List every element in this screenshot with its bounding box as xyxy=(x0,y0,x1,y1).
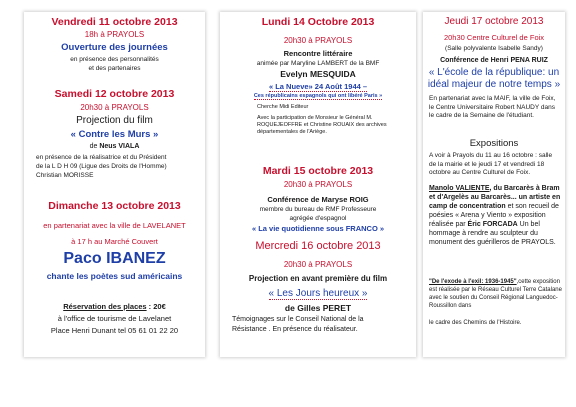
event-title: Conférence de Maryse ROIG xyxy=(267,195,369,204)
panel-left xyxy=(24,12,205,357)
event-time: 20h30 Centre Culturel de Foix xyxy=(443,33,545,42)
event-note: départementales de l'Ariège. xyxy=(257,129,327,135)
exhibition-valiente: Manolo VALIENTE, du Barcarès à Bram et d'Argelès au Barcarès... un artiste en camp de concentration et son recueil de poésies « Arena y Viento » exposition réalisée par Éric FORCADA Un bel hommage à rendre au sculpteur du monument des guérilleros de PRAYOLS. xyxy=(429,185,561,246)
speaker-role: membre du bureau de RMF Professeure xyxy=(259,206,377,213)
event-time: 18h à PRAYOLS xyxy=(84,30,145,39)
event-title: Conférence de Henri PENA RUIZ xyxy=(440,57,548,64)
book-title: « La Nueve» 24 Août 1944 – xyxy=(268,82,368,91)
day-title: Mercredi 16 octobre 2013 xyxy=(255,240,381,252)
event-time: 20h30 à PRAYOLS xyxy=(283,260,353,269)
event-note: Christian MORISSE xyxy=(36,172,94,179)
day-title: Dimanche 13 octobre 2013 xyxy=(48,200,181,212)
film-author: de Gilles PERET xyxy=(284,303,352,313)
guest-name: Evelyn MESQUIDA xyxy=(280,69,356,79)
day-title: Vendredi 11 octobre 2013 xyxy=(51,16,178,28)
event-time: 20h30 à PRAYOLS xyxy=(283,180,353,189)
event-title: Projection en avant première du film xyxy=(248,274,388,283)
event-note: Témoignages sur le Conseil National de la xyxy=(232,316,364,323)
event-note: de la L D H 09 (Ligue des Droits de l'Homme) xyxy=(36,163,167,170)
film-author: de Neus VIALA xyxy=(89,143,140,150)
publisher: Cherche Midi Editeur xyxy=(257,104,309,110)
event-note: Résistance . En présence du réalisateur. xyxy=(232,326,358,333)
artist-description: chante les poètes sud américains xyxy=(46,271,183,281)
event-title: Projection du film xyxy=(76,115,153,126)
reservation-place: à l'office de tourisme de Lavelanet xyxy=(57,314,172,323)
exhibition-exode-context: le cadre des Chemins de l'Histoire. xyxy=(429,320,522,326)
exhibitions-dates: A voir à Prayols du 11 au 16 octobre : salle de la mairie et le jeudi 17 et vendredi 18 octobre au Centre Culturel de Foix. xyxy=(429,152,553,176)
event-room: (Salle polyvalente Isabelle Sandy) xyxy=(445,45,543,52)
event-note: en présence de la réalisatrice et du Président xyxy=(36,154,167,161)
day-title: Lundi 14 Octobre 2013 xyxy=(261,16,375,28)
event-time: 20h30 à PRAYOLS xyxy=(283,36,353,45)
event-note: et des partenaires xyxy=(88,65,141,72)
event-time: 20h30 à PRAYOLS xyxy=(80,103,149,112)
event-partner: en partenariat avec la ville de LAVELANET xyxy=(43,221,186,230)
day-title: Jeudi 17 octobre 2013 xyxy=(444,16,544,27)
panel-middle xyxy=(220,12,416,357)
event-partner: En partenariat avec la MAIF, la ville de Foix, le Centre Universitaire Robert NAUDY dans le cadre de la Semaine de l'étudiant. xyxy=(429,95,556,119)
exhibition-exode: "De l'exode à l'exil: 1936-1945",cette exposition est réalisée par le Réseau Culturel Terre Catalane avec le soutien du Conseil Régional Languedoc-Roussillon dans xyxy=(429,279,562,309)
conference-topic: « La vie quotidienne sous FRANCO » xyxy=(251,224,385,233)
event-host: animée par Maryline LAMBERT de la BMF xyxy=(256,60,380,67)
event-note: ROQUEJEOFFRE et Christine ROUAIX des archives xyxy=(257,122,387,128)
event-note: Avec la participation de Monsieur le Général M. xyxy=(257,115,373,121)
conference-topic: « L'école de la république: un idéal majeur de notre temps » xyxy=(427,67,561,90)
speaker-role: agrégée d'espagnol xyxy=(289,215,347,222)
day-title: Mardi 15 octobre 2013 xyxy=(262,165,374,177)
event-title: Rencontre littéraire xyxy=(283,49,353,58)
day-title: Samedi 12 octobre 2013 xyxy=(54,88,175,100)
reservation: Réservation des places : 20€ xyxy=(63,302,166,311)
film-title: « Contre les Murs » xyxy=(70,129,159,140)
film-title: « Les Jours heureux » xyxy=(268,288,368,299)
reservation-phone: Place Henri Dunant tel 05 61 01 22 20 xyxy=(50,326,179,335)
event-time: à 17 h au Marché Couvert xyxy=(71,237,158,246)
artist-name: Paco IBANEZ xyxy=(63,250,166,267)
event-note: en présence des personnalités xyxy=(70,56,159,63)
event-title: Ouverture des journées xyxy=(61,42,168,53)
panel-right xyxy=(423,12,565,357)
book-subtitle: Ces républicains espagnols qui ont libéré Paris » xyxy=(253,93,383,99)
exhibitions-title: Expositions xyxy=(469,138,519,149)
